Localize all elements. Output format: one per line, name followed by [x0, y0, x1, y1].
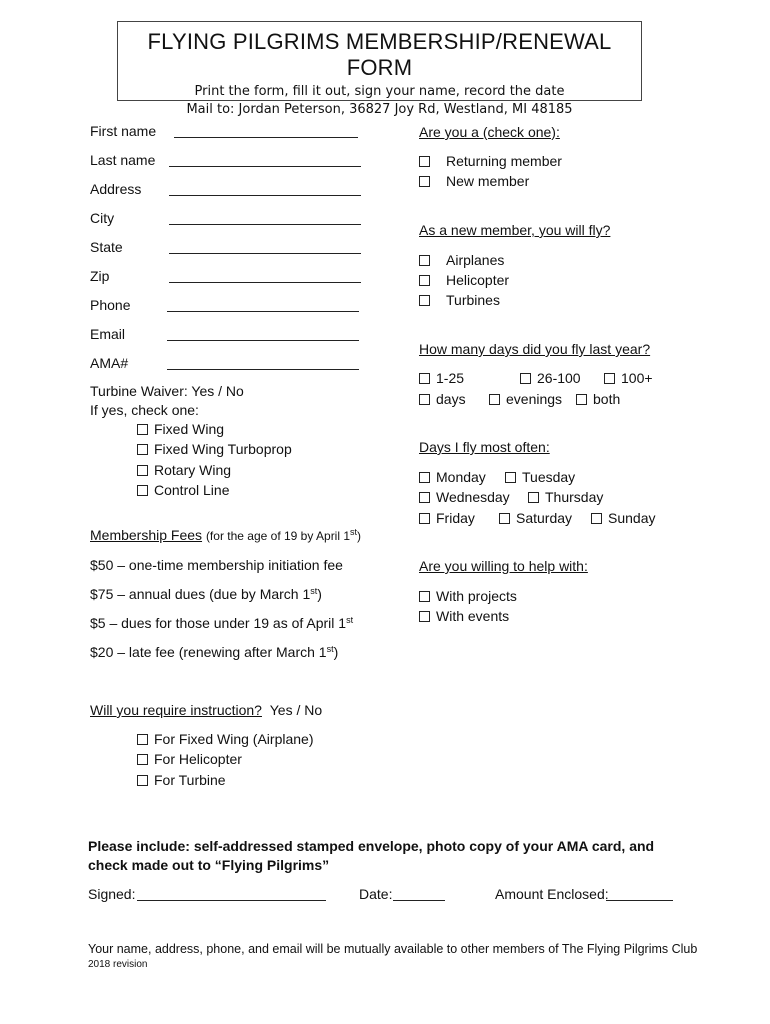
checkbox-icon[interactable]	[137, 775, 148, 786]
days-flown-evenings[interactable]: evenings	[489, 391, 562, 407]
last-name-field[interactable]	[169, 166, 361, 167]
include-instructions-line2: check made out to “Flying Pilgrims”	[88, 857, 330, 873]
ama-label: AMA#	[90, 355, 129, 371]
form-title: FLYING PILGRIMS MEMBERSHIP/RENEWAL FORM	[147, 29, 612, 80]
days-flown-question: How many days did you fly last year?	[419, 341, 651, 357]
checkbox-icon[interactable]	[419, 373, 430, 384]
fee-under-19: $5 – dues for those under 19 as of April 1st	[90, 615, 354, 631]
fee-annual: $75 – annual dues (due by March 1st)	[90, 586, 322, 602]
checkbox-icon[interactable]	[137, 485, 148, 496]
checkbox-icon[interactable]	[505, 472, 516, 483]
help-projects[interactable]: With projects	[419, 588, 517, 604]
zip-field[interactable]	[169, 282, 361, 283]
signature-field[interactable]	[137, 900, 326, 901]
amount-enclosed-field[interactable]	[606, 900, 673, 901]
turbine-option-fixed-wing-turboprop[interactable]: Fixed Wing Turboprop	[137, 441, 292, 457]
day-tuesday[interactable]: Tuesday	[505, 469, 575, 485]
checkbox-icon[interactable]	[520, 373, 531, 384]
checkbox-icon[interactable]	[419, 394, 430, 405]
days-flown-1-25[interactable]: 1-25	[419, 370, 464, 386]
date-label: Date:	[359, 886, 393, 902]
phone-field[interactable]	[167, 311, 359, 312]
checkbox-icon[interactable]	[419, 513, 430, 524]
checkbox-icon[interactable]	[419, 156, 430, 167]
fly-type-airplanes[interactable]: Airplanes	[419, 252, 504, 268]
instruction-option-fixed-wing[interactable]: For Fixed Wing (Airplane)	[137, 731, 314, 747]
checkbox-icon[interactable]	[604, 373, 615, 384]
turbine-option-control-line[interactable]: Control Line	[137, 482, 230, 498]
checkbox-icon[interactable]	[137, 444, 148, 455]
form-instructions: Print the form, fill it out, sign your name, record the date	[194, 84, 565, 99]
turbine-waiver-label: Turbine Waiver: Yes / No	[90, 383, 244, 399]
first-name-label: First name	[90, 123, 157, 139]
checkbox-icon[interactable]	[419, 275, 430, 286]
days-flown-26-100[interactable]: 26-100	[520, 370, 581, 386]
checkbox-icon[interactable]	[489, 394, 500, 405]
turbine-option-fixed-wing[interactable]: Fixed Wing	[137, 421, 224, 437]
day-friday[interactable]: Friday	[419, 510, 475, 526]
ama-field[interactable]	[167, 369, 359, 370]
day-wednesday[interactable]: Wednesday	[419, 489, 510, 505]
checkbox-icon[interactable]	[528, 492, 539, 503]
checkbox-icon[interactable]	[137, 465, 148, 476]
days-often-question: Days I fly most often:	[419, 439, 550, 455]
header-box	[117, 21, 642, 117]
checkbox-icon[interactable]	[137, 424, 148, 435]
include-instructions-line1: Please include: self-addressed stamped envelope, photo copy of your AMA card, and	[88, 838, 655, 854]
days-flown-100-plus[interactable]: 100+	[604, 370, 653, 386]
days-flown-days[interactable]: days	[419, 391, 466, 407]
address-field[interactable]	[169, 195, 361, 196]
checkbox-icon[interactable]	[419, 176, 430, 187]
city-label: City	[90, 210, 115, 226]
turbine-option-rotary-wing[interactable]: Rotary Wing	[137, 462, 231, 478]
day-sunday[interactable]: Sunday	[591, 510, 655, 526]
checkbox-icon[interactable]	[137, 754, 148, 765]
day-thursday[interactable]: Thursday	[528, 489, 603, 505]
instruction-option-turbine[interactable]: For Turbine	[137, 772, 226, 788]
date-field[interactable]	[393, 900, 445, 901]
revision-note: 2018 revision	[88, 959, 148, 970]
email-field[interactable]	[167, 340, 359, 341]
checkbox-icon[interactable]	[419, 255, 430, 266]
amount-enclosed-label: Amount Enclosed:	[495, 886, 609, 902]
fee-initiation: $50 – one-time membership initiation fee	[90, 557, 343, 573]
checkbox-icon[interactable]	[576, 394, 587, 405]
turbine-ifyes-label: If yes, check one:	[90, 402, 199, 418]
state-label: State	[90, 239, 123, 255]
checkbox-icon[interactable]	[419, 295, 430, 306]
city-field[interactable]	[169, 224, 361, 225]
fly-type-question: As a new member, you will fly?	[419, 222, 611, 238]
instruction-question: Will you require instruction? Yes / No	[90, 702, 323, 718]
day-saturday[interactable]: Saturday	[499, 510, 572, 526]
mailing-address: Mail to: Jordan Peterson, 36827 Joy Rd, Westland, MI 48185	[186, 102, 573, 117]
privacy-notice: Your name, address, phone, and email will be mutually available to other members of The Flying Pilgrims Club	[88, 942, 698, 956]
instruction-option-helicopter[interactable]: For Helicopter	[137, 751, 242, 767]
fly-type-helicopter[interactable]: Helicopter	[419, 272, 509, 288]
fee-late: $20 – late fee (renewing after March 1st)	[90, 644, 339, 660]
checkbox-icon[interactable]	[137, 734, 148, 745]
checkbox-icon[interactable]	[419, 591, 430, 602]
email-label: Email	[90, 326, 126, 342]
help-question: Are you willing to help with:	[419, 558, 588, 574]
checkbox-icon[interactable]	[419, 492, 430, 503]
day-monday[interactable]: Monday	[419, 469, 486, 485]
last-name-label: Last name	[90, 152, 156, 168]
member-type-returning[interactable]: Returning member	[419, 153, 562, 169]
member-type-question: Are you a (check one):	[419, 124, 560, 140]
phone-label: Phone	[90, 297, 131, 313]
zip-label: Zip	[90, 268, 110, 284]
checkbox-icon[interactable]	[499, 513, 510, 524]
state-field[interactable]	[169, 253, 361, 254]
checkbox-icon[interactable]	[591, 513, 602, 524]
member-type-new[interactable]: New member	[419, 173, 529, 189]
signed-label: Signed:	[88, 886, 136, 902]
checkbox-icon[interactable]	[419, 611, 430, 622]
checkbox-icon[interactable]	[419, 472, 430, 483]
membership-fees-heading: Membership Fees (for the age of 19 by April 1st)	[90, 527, 362, 543]
address-label: Address	[90, 181, 142, 197]
fly-type-turbines[interactable]: Turbines	[419, 292, 500, 308]
days-flown-both[interactable]: both	[576, 391, 620, 407]
help-events[interactable]: With events	[419, 608, 509, 624]
first-name-field[interactable]	[174, 137, 358, 138]
